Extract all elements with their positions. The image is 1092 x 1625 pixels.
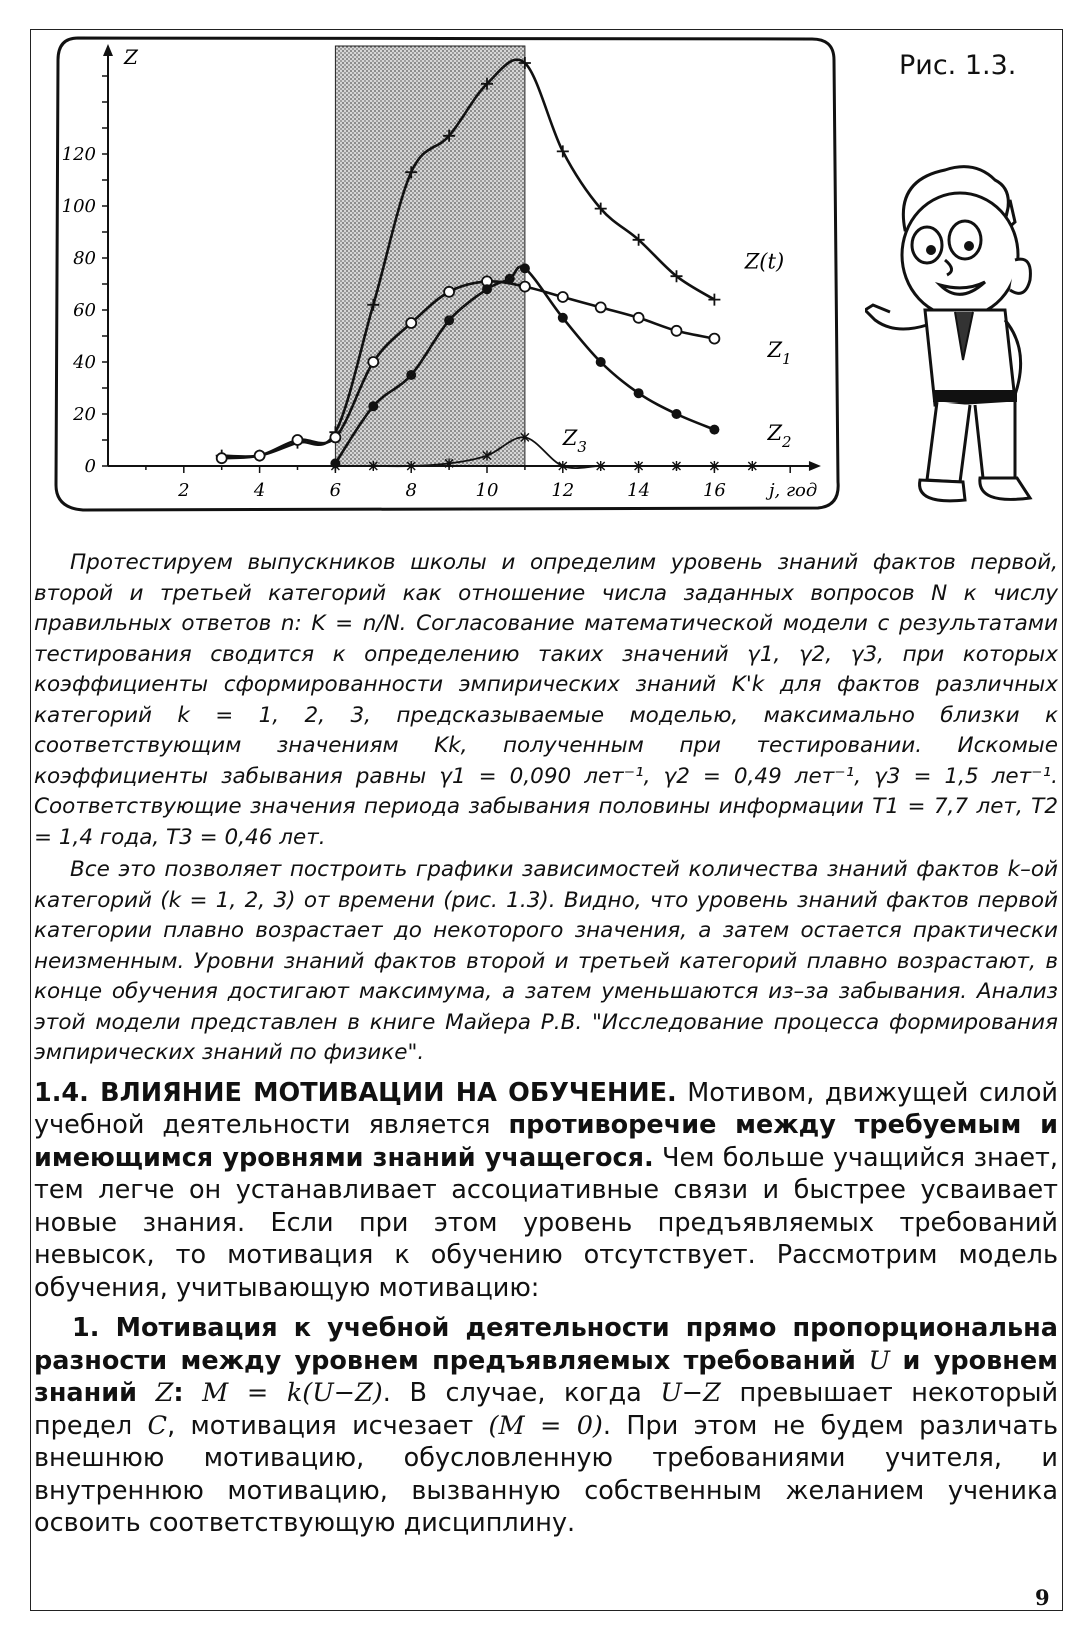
point-Z(t) xyxy=(557,145,569,157)
x-tick-label: 16 xyxy=(702,480,726,501)
series-label-sub-Z2: 2 xyxy=(782,433,792,451)
point-Z1 xyxy=(520,282,530,292)
point-Z1 xyxy=(330,432,340,442)
paragraph-graphs: Все это позволяет построить графики зависимостей количества знаний фактов k–ой категорий (k = 1, 2, 3) от времени (рис. 1.3). Видно, что уровень знаний фактов первой категории плавно возрастает до некоторого значения, а затем остается практически неизменным. Уровни знаний фактов второй и третьей категорий плавно возрастают, в конце обучения достигают максимума, а затем уменьшаются из–за забывания. Анализ этой модели представлен в книге Майера Р.В. "Исследование процесса формирования эмпирических знаний по физике". xyxy=(34,857,1058,1065)
item-1-text-g: . При этом не будем различать внешнюю мотивацию, обусловленную требованиями учителя, и внутреннюю мотивацию, вызванную собственным желанием ученика освоить соответствующую дисциплину. xyxy=(34,1410,1059,1538)
series-label-sub-Z3: 3 xyxy=(577,438,587,457)
point-Z1 xyxy=(596,302,606,312)
y-axis-arrow xyxy=(103,44,113,56)
training-period-shade xyxy=(335,46,525,466)
symbol-C: C xyxy=(147,1410,168,1441)
symbol-U: U xyxy=(868,1345,890,1376)
point-Z2 xyxy=(558,313,568,323)
figure-caption: Рис. 1.3. xyxy=(899,50,1017,81)
y-tick-label: 60 xyxy=(73,300,96,321)
point-Z1 xyxy=(406,318,416,328)
item-1-colon: : xyxy=(173,1378,184,1408)
series-label-sub-Z1: 1 xyxy=(782,349,792,368)
body-text xyxy=(34,548,1058,1540)
x-tick-label: 8 xyxy=(405,480,417,501)
symbol-Z: Z xyxy=(155,1378,174,1408)
y-tick-label: 40 xyxy=(73,352,96,373)
point-Z2 xyxy=(444,315,454,325)
item-1-bold: 1. Мотивация к учебной деятельности прямо пропорциональна разности между уровнем предъявляемых требований xyxy=(34,1313,1058,1376)
series-label-Z2: $Z_2$ xyxy=(767,421,792,451)
y-tick-label: 0 xyxy=(84,456,96,477)
y-tick-label: 100 xyxy=(61,196,96,217)
point-Z2 xyxy=(672,409,682,419)
point-Z1 xyxy=(217,453,227,463)
section-text-a: Мотивом, движущей силой учебной деятельности является xyxy=(34,1077,1059,1140)
cartoon-boy-illustration xyxy=(865,160,1065,520)
point-Z1 xyxy=(293,435,303,445)
chart-figure xyxy=(38,30,858,520)
y-tick-label: 20 xyxy=(73,404,96,425)
x-tick-label: 14 xyxy=(627,480,651,501)
point-Z2 xyxy=(634,388,644,398)
section-title: 1.4. ВЛИЯНИЕ МОТИВАЦИИ НА ОБУЧЕНИЕ. xyxy=(34,1077,677,1108)
point-Z2 xyxy=(520,263,530,273)
point-Z1 xyxy=(368,357,378,367)
point-Z2 xyxy=(505,274,515,284)
series-label-Z1: $Z_1$ xyxy=(767,337,792,368)
series-label-Z3: $Z_3$ xyxy=(562,426,587,457)
point-Z1 xyxy=(709,334,719,344)
x-tick-label: 2 xyxy=(178,480,190,501)
y-axis-label: Z xyxy=(124,45,138,69)
point-Z2 xyxy=(406,370,416,380)
x-tick-label: 4 xyxy=(253,480,266,501)
section-1-4 xyxy=(34,1077,1058,1305)
paragraph-testing: Протестируем выпускников школы и определим уровень знаний фактов первой, второй и третьей категорий как отношение числа заданных вопросов N к числу правильных ответов n: K = n/N. Согласование математической модели с результатами тестирования сводится к определению таких значений γ1, γ2, γ3, при которых коэффициенты сформированности эмпирических знаний K'k для фактов различных категорий k = 1, 2, 3, предсказываемые моделью, максимально близки к соответствующим значениям Kk, полученным при тестировании. Искомые коэффициенты забывания равны γ1 = 0,090 лет⁻¹, γ2 = 0,49 лет⁻¹, γ3 = 1,5 лет⁻¹. Соответствующие значения периода забывания половины информации T1 = 7,7 лет, T2 = 1,4 года, T3 = 0,46 лет. xyxy=(34,550,1058,850)
series-label-Z(t): Z(t) xyxy=(744,249,785,274)
item-1-text-e: превышает некоторый предел xyxy=(34,1378,1059,1441)
point-Z1 xyxy=(255,451,265,461)
formula-M-zero: (M = 0) xyxy=(488,1410,603,1441)
list-item-1 xyxy=(34,1312,1058,1540)
x-tick-label: 12 xyxy=(551,480,575,501)
item-1-bold-b: и уровнем знаний xyxy=(34,1345,1058,1408)
item-1-text-f: , мотивация исчезает xyxy=(167,1410,474,1441)
point-Z2 xyxy=(596,357,606,367)
point-Z1 xyxy=(634,313,644,323)
point-Z1 xyxy=(558,292,568,302)
point-Z1 xyxy=(444,287,454,297)
x-tick-label: 6 xyxy=(329,480,342,501)
point-Z2 xyxy=(482,284,492,294)
formula-motivation: M = k(U−Z) xyxy=(202,1378,383,1408)
y-tick-label: 120 xyxy=(61,144,96,165)
x-axis-arrow xyxy=(809,461,821,471)
formula-U-minus-Z: U−Z xyxy=(660,1378,721,1408)
point-Z2 xyxy=(709,425,719,435)
y-tick-label: 80 xyxy=(73,248,96,269)
x-axis-label: j, год xyxy=(768,480,818,501)
item-1-text-d: . В случае, когда xyxy=(382,1378,642,1408)
x-tick-label: 10 xyxy=(475,480,499,501)
page-number: 9 xyxy=(1035,1585,1050,1610)
section-text-bold: противоречие между требуемым и имеющимся уровнями знаний учащегося. xyxy=(34,1110,1058,1173)
point-Z(t) xyxy=(708,294,720,306)
point-Z1 xyxy=(672,326,682,336)
point-Z2 xyxy=(368,401,378,411)
section-text-c: Чем больше учащийся знает, тем легче он устанавливает ассоциативные связи и быстрее усваивает новые знания. Если при этом уровень предъявляемых требований невысок, то мотивация к обучению отсутствует. Рассмотрим модель обучения, учитывающую мотивацию: xyxy=(34,1142,1059,1303)
